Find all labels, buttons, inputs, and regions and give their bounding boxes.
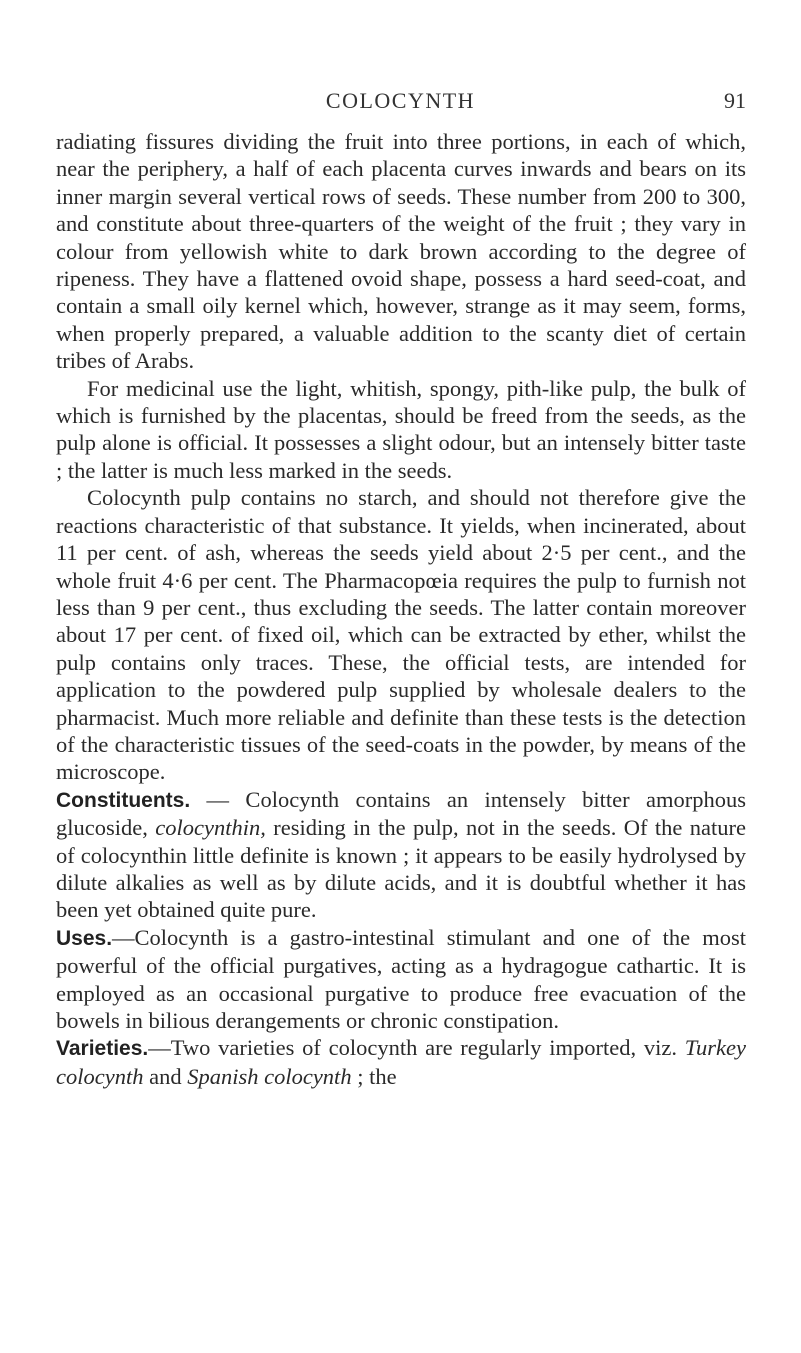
paragraph-constituents: [56, 786, 746, 924]
italic-term: colocynthin,: [155, 815, 266, 841]
paragraph-text: —Two varieties of colocynth are regularly imported, viz.: [148, 1035, 685, 1061]
paragraph-text: For medicinal use the light, whitish, spongy, pith-like pulp, the bulk of which is furnished by the placentas, should be freed from the seeds, as the pulp alone is official. It possesses a slight odour, but an intensely bitter taste ; the latter is much less marked in the seeds.: [56, 375, 746, 483]
paragraph-text: residing in the pulp, not in the seeds. Of the nature of colocynthin little definite is known ; it appears to be easily hydrolysed by dilute alkalies as well as by dilute acids, and it is doubtful whether it has been yet obtained quite pure.: [56, 815, 746, 923]
italic-term: Spanish colocynth: [187, 1063, 352, 1089]
italic-term: Turkey colocynth: [56, 1035, 746, 1089]
section-heading-uses: Uses.: [56, 926, 113, 950]
paragraph-text: Colocynth pulp contains no starch, and should not therefore give the reactions characteristic of that substance. It yields, when incinerated, about 11 per cent. of ash, whereas the seeds yield about 2·5 per cent., and the whole fruit 4·6 per cent. The Pharmacopœia requires the pulp to furnish not less than 9 per cent., thus excluding the seeds. The latter contain moreover about 17 per cent. of fixed oil, which can be extracted by ether, whilst the pulp contains only traces. These, the official tests, are intended for application to the powdered pulp supplied by wholesale dealers to the pharmacist. Much more reliable and definite than these tests is the detection of the characteristic tissues of the seed-coats in the powder, by means of the microscope.: [56, 485, 746, 785]
paragraph-text: —Colocynth is a gastro-intestinal stimulant and one of the most powerful of the official purgatives, acting as a hydragogue cathartic. It is employed as an occasional purgative to produce free evacuation of the bowels in bilious derangements or chronic constipation.: [56, 924, 746, 1033]
running-head: [0, 88, 801, 118]
paragraph-text: and: [143, 1063, 188, 1089]
section-heading-varieties: Varieties.: [56, 1037, 149, 1061]
paragraph-seeds: [56, 128, 746, 375]
paragraph-uses: [56, 924, 746, 1035]
paragraph-text: — Colocynth contains an intensely bitter amorphous glucoside,: [56, 786, 746, 841]
body-text: [56, 128, 746, 1090]
paragraph-text: radiating fissures dividing the fruit into three portions, in each of which, near the periphery, a half of each placenta curves inwards and bears on its inner margin several vertical rows of seeds. These number from 200 to 300, and constitute about three-quarters of the weight of the fruit ; they vary in colour from yellowish white to dark brown according to the degree of ripeness. They have a flattened ovoid shape, possess a hard seed-coat, and contain a small oily kernel which, however, strange as it may seem, forms, when properly prepared, a valuable addition to the scanty diet of certain tribes of Arabs.: [56, 129, 746, 374]
paragraph-pulp-tests: [56, 484, 746, 785]
paragraph-medicinal-use: [56, 375, 746, 485]
paragraph-varieties: [56, 1034, 746, 1090]
paragraph-text: ; the: [351, 1063, 397, 1089]
page-number: 91: [724, 88, 746, 113]
running-title: COLOCYNTH: [325, 88, 476, 113]
section-heading-constituents: Constituents.: [56, 788, 191, 812]
